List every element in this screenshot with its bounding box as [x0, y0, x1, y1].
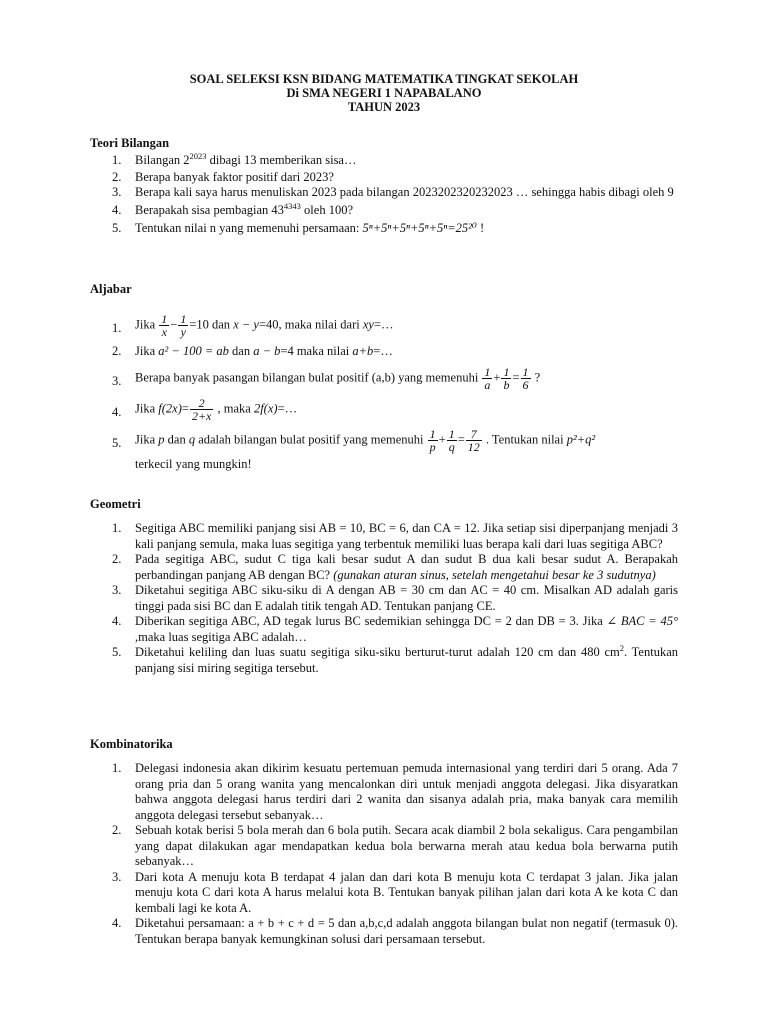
- question-text: Diketahui keliling dan luas suatu segitiga siku-siku berturut-turut adalah 120 cm dan 480 cm: [135, 645, 620, 659]
- question-text: Berapa banyak faktor positif dari 2023?: [135, 169, 334, 184]
- question-text: =4 maka nilai: [280, 344, 353, 358]
- question-text: oleh 100?: [300, 202, 353, 217]
- question-number: 4.: [112, 916, 122, 930]
- section-kombinatorika: [90, 737, 678, 947]
- fraction: [447, 428, 457, 453]
- math-expression: q: [188, 431, 196, 446]
- section-title: Aljabar: [90, 282, 132, 296]
- question-text: dan: [164, 431, 189, 446]
- denominator: 6: [522, 377, 529, 392]
- numerator: 1: [448, 426, 455, 441]
- exponent: 4343: [283, 200, 301, 211]
- fraction: [521, 366, 531, 391]
- question-number: 5.: [112, 645, 122, 659]
- denominator: 12: [467, 439, 480, 454]
- question-text: =…: [373, 317, 394, 332]
- question-text: Delegasi indonesia akan dikirim kesuatu pertemuan pemuda internasional yang terdiri dari 5 orang. Ada 7 orang pria dan 5 orang wanita yang mencalonkan diri untuk menjadi anggota delegasi. Jika disyaratkan bahwa anggota delegasi harus terdiri dari 2 wanita dan sisanya adalah pria, maka banyak cara memilih anggota delegasi tersebut sebanyak…: [135, 761, 678, 822]
- question-item: [90, 153, 678, 169]
- header-line-1: SOAL SELEKSI KSN BIDANG MATEMATIKA TINGKAT SEKOLAH: [189, 72, 579, 86]
- question-text: , maka: [214, 400, 254, 415]
- fraction: [466, 428, 482, 453]
- question-text: . Tentukan panjang sisi miring segitiga tersebut.: [135, 645, 678, 675]
- question-item: [90, 870, 678, 917]
- math-expression: a² − 100 = ab: [158, 344, 229, 358]
- denominator: b: [503, 377, 510, 392]
- fraction: [482, 366, 492, 391]
- header-line-3: TAHUN 2023: [347, 100, 421, 114]
- fraction: [428, 428, 438, 453]
- fraction: [501, 366, 511, 391]
- question-text: Bilangan 2: [135, 153, 190, 167]
- question-number: 4.: [112, 202, 122, 217]
- question-number: 1.: [112, 321, 122, 335]
- denominator: q: [448, 439, 455, 454]
- question-number: 5.: [112, 221, 122, 235]
- question-text: Segitiga ABC memiliki panjang sisi AB = 10, BC = 6, dan CA = 12. Jika setiap sisi diperpanjang menjadi 3 kali panjang semula, maka luas segitiga yang terbentuk memiliki luas berapa kali dari luas segitiga ABC?: [135, 521, 678, 551]
- question-text: ?: [531, 369, 541, 384]
- document-header: [0, 72, 768, 114]
- denominator: p: [429, 439, 436, 454]
- question-text: Berapa kali saya harus menuliskan 2023 pada bilangan 2023202320232023 … sehingga habis dibagi oleh 9: [135, 185, 674, 199]
- question-item: [90, 170, 678, 186]
- numerator: 1: [522, 364, 529, 379]
- section-title: Geometri: [90, 497, 141, 511]
- fraction: [178, 313, 188, 338]
- fraction: [159, 313, 169, 338]
- question-continuation: terkecil yang mungkin!: [135, 456, 252, 471]
- math-expression: f(2x): [158, 400, 182, 415]
- question-number: 2.: [112, 823, 122, 837]
- question-text: ,maka luas segitiga ABC adalah…: [135, 629, 307, 644]
- question-item: 5. Jika p dan q adalah bilangan bulat positif yang memenuhi $\frac{1}{p}$ + $\frac{1}{q}$ = $\frac{7}{12}$ . Tentukan nilai p²+q² terkecil yang mungkin!: [90, 428, 678, 473]
- numerator: 1: [484, 364, 491, 379]
- question-text: Jika: [135, 344, 159, 358]
- numerator: 1: [161, 312, 168, 326]
- question-item: 3. Berapa banyak pasangan bilangan bulat positif (a,b) yang memenuhi $\frac{1}{a}$ + $\frac{1}{b}$ = $\frac{1}{6}$ ?: [112, 364, 541, 392]
- question-text: Berapakah sisa pembagian 43: [135, 202, 284, 217]
- question-item: 4. Jika f(2x)= $\frac{2}{2+x}$ , maka 2f(x)=…: [112, 395, 298, 423]
- question-text: =40, maka nilai dari: [258, 317, 363, 332]
- question-text: adalah bilangan bulat positif yang memenuhi: [195, 431, 427, 446]
- denominator: a: [484, 377, 491, 392]
- denominator: 2+x: [191, 408, 212, 423]
- math-expression: 5ⁿ+5ⁿ+5ⁿ+5ⁿ+5ⁿ=25²⁰: [362, 221, 477, 235]
- question-text: Berapa banyak pasangan bilangan bulat positif (a,b) yang memenuhi: [135, 369, 482, 384]
- numerator: 1: [429, 426, 436, 441]
- question-text: Diberikan segitiga ABC, AD tegak lurus BC sedemikian sehingga DC = 2 dan DB = 3. Jika: [135, 614, 607, 628]
- header-line-2: Di SMA NEGERI 1 NAPABALANO: [286, 86, 482, 100]
- question-number: 5.: [112, 435, 122, 450]
- question-text: Tentukan nilai n yang memenuhi persamaan:: [135, 221, 363, 235]
- question-number: 1.: [112, 153, 122, 167]
- question-item: [90, 916, 678, 947]
- numerator: 7: [466, 428, 482, 441]
- question-item: [90, 200, 678, 219]
- question-text: =10 dan: [189, 317, 234, 332]
- question-item: [90, 645, 678, 676]
- math-expression: a+b: [352, 344, 374, 358]
- fraction: [190, 397, 213, 422]
- math-expression: a − b: [253, 344, 281, 358]
- math-expression: 2f(x): [253, 400, 278, 415]
- denominator: y: [180, 325, 186, 339]
- math-expression: p²+q²: [566, 431, 596, 446]
- section-teori-bilangan: [90, 136, 678, 237]
- question-text: Jika: [135, 317, 159, 332]
- section-title: Kombinatorika: [90, 737, 173, 751]
- math-expression: ∠ BAC = 45°: [606, 614, 678, 628]
- exponent: 2: [619, 643, 624, 653]
- question-text: =…: [277, 400, 298, 415]
- question-number: 1.: [112, 761, 122, 775]
- section-geometri: [90, 497, 678, 676]
- question-text: Diketahui persamaan: a + b + c + d = 5 dan a,b,c,d adalah anggota bilangan bulat non negatif (termasuk 0). Tentukan berapa banyak kemungkinan solusi dari persamaan tersebut.: [135, 916, 678, 946]
- question-item: [90, 344, 678, 360]
- question-text: Jika: [135, 431, 159, 446]
- question-number: 1.: [112, 521, 122, 535]
- math-expression: xy: [362, 317, 374, 332]
- question-number: 2.: [112, 344, 122, 358]
- question-text: dibagi 13 memberikan sisa…: [206, 153, 357, 167]
- math-expression: x − y: [233, 317, 259, 332]
- hint-note: (gunakan aturan sinus, setelah mengetahui besar ke 3 sudutnya): [333, 567, 656, 582]
- question-number: 3.: [112, 185, 122, 199]
- question-text: dan: [228, 344, 254, 358]
- numerator: 2: [190, 397, 213, 410]
- question-item: [90, 761, 678, 823]
- exponent: 2023: [189, 151, 207, 161]
- question-number: 4.: [112, 614, 122, 628]
- denominator: x: [161, 325, 167, 339]
- math-operator: −: [170, 317, 178, 332]
- question-item: [90, 221, 678, 237]
- question-text: Dari kota A menuju kota B terdapat 4 jalan dan dari kota B menuju kota C terdapat 3 jalan. Jika jalan menuju kota C dari kota A harus melalui kota B. Tentukan banyak pilihan jalan dari kota A ke kota C dan kembali lagi ke kota A.: [135, 869, 678, 915]
- question-number: 2.: [112, 169, 122, 184]
- question-number: 3.: [112, 869, 122, 884]
- question-list: [90, 153, 678, 237]
- question-list: [90, 313, 678, 472]
- question-text: . Tentukan nilai: [482, 431, 567, 446]
- question-item: [90, 313, 678, 338]
- question-number: 2.: [112, 552, 122, 566]
- numerator: 1: [180, 312, 187, 326]
- question-number: 3.: [112, 583, 122, 597]
- section-title: Teori Bilangan: [90, 136, 170, 150]
- question-list: [90, 761, 678, 947]
- question-item: [90, 185, 678, 201]
- question-item: [90, 823, 678, 870]
- question-item: [90, 521, 678, 552]
- question-item: [90, 583, 678, 614]
- question-text: Diketahui segitiga ABC siku-siku di A dengan AB = 30 cm dan AC = 40 cm. Misalkan AD adalah garis tinggi pada sisi BC dan E adalah titik tengah AD. Tentukan panjang CE.: [135, 583, 678, 613]
- section-aljabar: [90, 282, 678, 472]
- question-text: !: [476, 221, 485, 235]
- question-text: Pada segitiga ABC, sudut C tiga kali besar sudut A dan sudut B dua kali besar sudut A. Berapakah perbandingan panjang AB dengan BC?: [135, 552, 678, 582]
- math-expression: p: [158, 431, 165, 446]
- question-item: [90, 552, 678, 583]
- numerator: 1: [503, 364, 510, 379]
- question-list: [90, 521, 678, 676]
- question-number: 3.: [112, 373, 122, 388]
- question-item: [90, 614, 678, 645]
- question-text: Sebuah kotak berisi 5 bola merah dan 6 bola putih. Secara acak diambil 2 bola sekaligus. Cara pengambilan yang dapat dilakukan agar mendapatkan kedua bola berwarna merah atau kedua bola berwarna putih sebanyak…: [135, 823, 678, 868]
- question-number: 4.: [112, 404, 122, 419]
- question-text: =…: [373, 344, 393, 358]
- question-text: Jika: [135, 400, 159, 415]
